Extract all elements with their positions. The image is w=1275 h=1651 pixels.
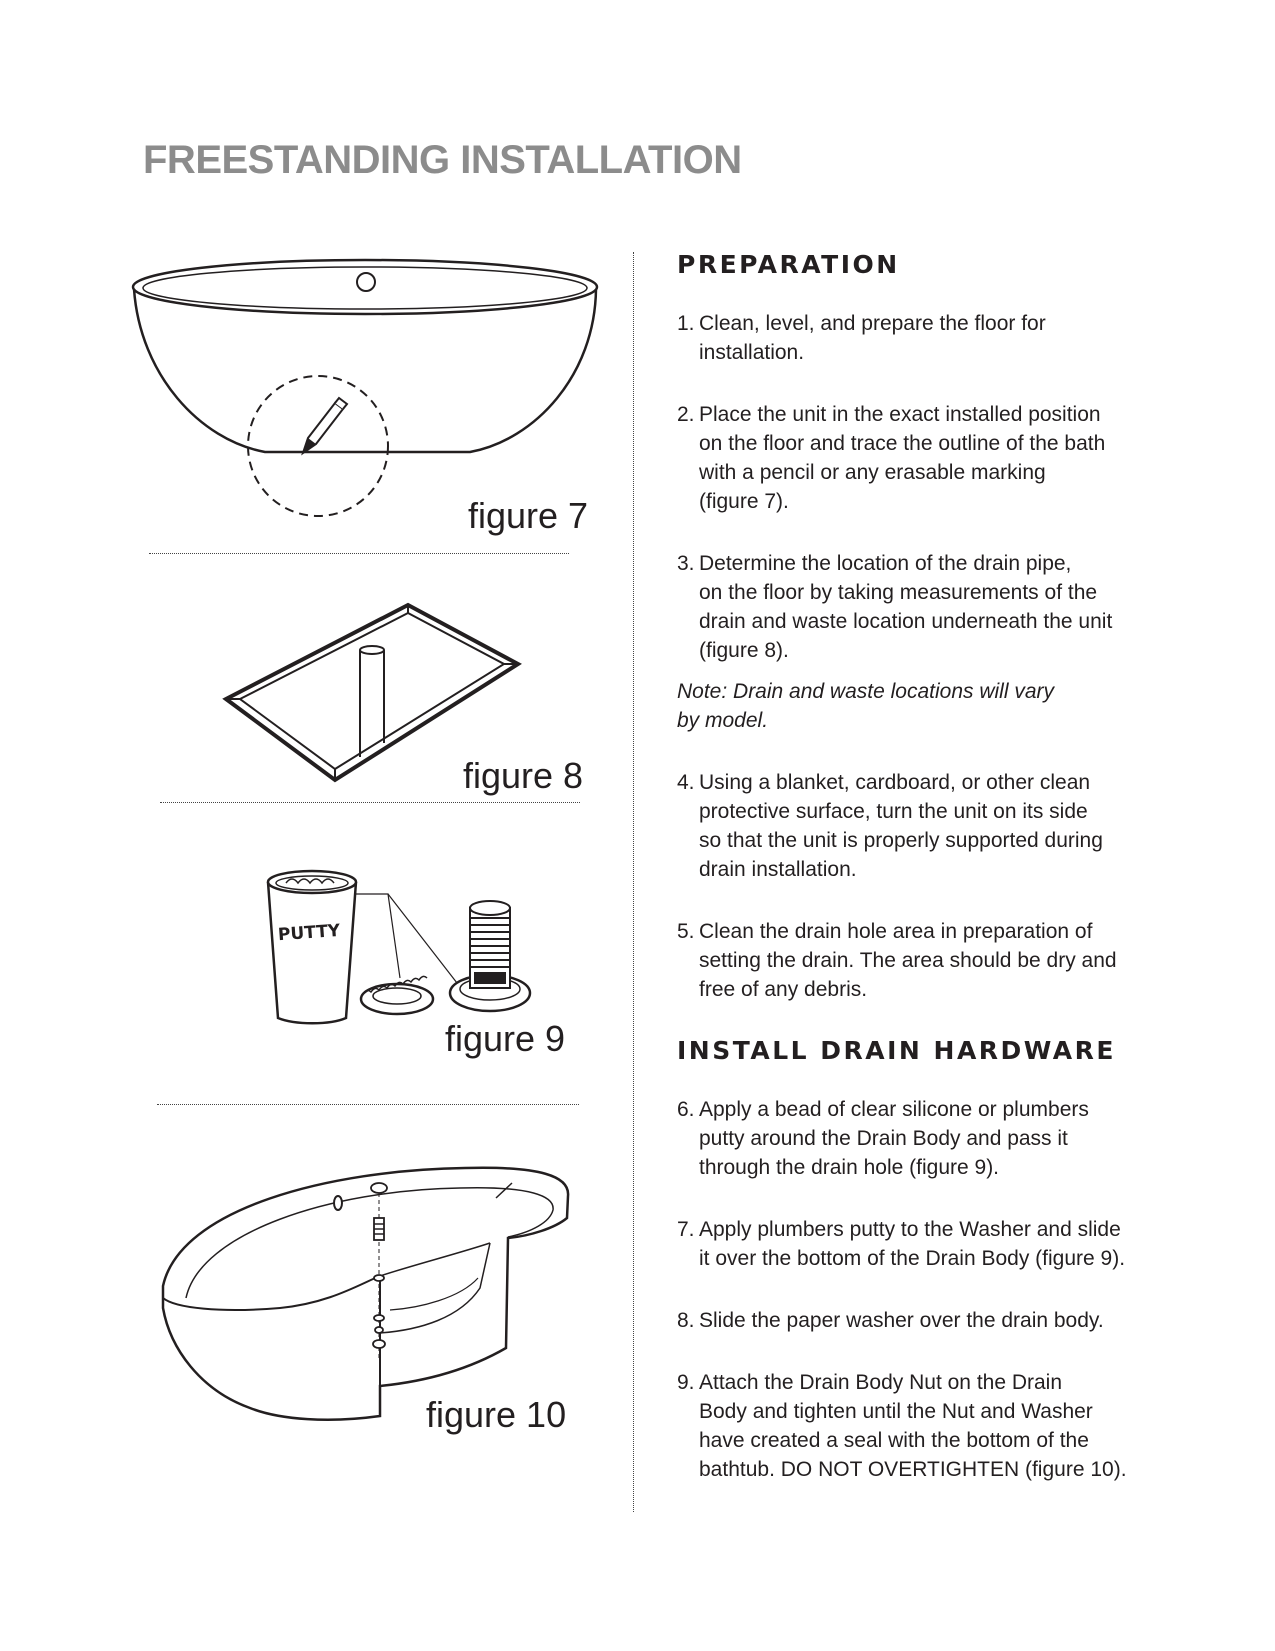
figure-10-caption: figure 10 <box>426 1394 567 1435</box>
figure-9 <box>260 868 600 1098</box>
step-number: 7. <box>677 1218 695 1241</box>
figure-8 <box>150 595 600 795</box>
step-text: Determine the location of the drain pipe, on the floor by taking measurements of the drain and waste location underneath the unit (figure 8). <box>699 552 1113 662</box>
step-1 <box>677 309 1157 367</box>
figure-separator <box>149 553 569 554</box>
pencil-icon <box>303 398 347 453</box>
washer-icon <box>361 976 433 1014</box>
putty-container-icon <box>268 871 356 1023</box>
step-number: 4. <box>677 771 695 794</box>
step-7 <box>677 1215 1157 1273</box>
figure-7 <box>130 255 600 536</box>
step-number: 5. <box>677 920 695 943</box>
step-5 <box>677 917 1157 1004</box>
step-8 <box>677 1306 1157 1335</box>
figure-7-caption: figure 7 <box>468 495 589 536</box>
drain-parts-illustration <box>260 868 600 1028</box>
preparation-heading: PREPARATION <box>677 250 900 279</box>
putty-label: PUTTY <box>277 920 341 946</box>
step-6 <box>677 1095 1157 1182</box>
bathtub-cutaway-illustration <box>160 1158 600 1428</box>
step-2 <box>677 400 1157 516</box>
step-text: Place the unit in the exact installed position on the floor and trace the outline of the bath with a pencil or any erasable marking (figure 7). <box>699 403 1106 513</box>
step-number: 9. <box>677 1371 695 1394</box>
step-number: 1. <box>677 312 695 335</box>
step-number: 6. <box>677 1098 695 1121</box>
note: Note: Drain and waste locations will vary by model. <box>677 680 1054 732</box>
step-number: 3. <box>677 552 695 575</box>
figure-separator <box>157 1104 579 1105</box>
figure-10 <box>160 1158 600 1498</box>
install-drain-heading: INSTALL DRAIN HARDWARE <box>677 1036 1116 1065</box>
step-number: 2. <box>677 403 695 426</box>
step-number: 8. <box>677 1309 695 1332</box>
step-text: Using a blanket, cardboard, or other clean protective surface, turn the unit on its side so that the unit is properly supported during drain installation. <box>699 771 1103 881</box>
step-text: Clean, level, and prepare the floor for installation. <box>699 312 1046 364</box>
figure-8-caption: figure 8 <box>463 755 584 796</box>
step-9 <box>677 1368 1157 1484</box>
step-text: Slide the paper washer over the drain body. <box>699 1309 1104 1332</box>
step-text: Clean the drain hole area in preparation of setting the drain. The area should be dry and free of any debris. <box>699 920 1117 1001</box>
column-divider <box>633 252 634 1512</box>
step-text: Apply plumbers putty to the Washer and slide it over the bottom of the Drain Body (figure 9). <box>699 1218 1126 1270</box>
step-4 <box>677 768 1157 884</box>
figure-separator <box>160 802 580 803</box>
figure-9-caption: figure 9 <box>445 1018 566 1059</box>
bathtub-outline-illustration <box>130 255 600 530</box>
drain-body-icon <box>450 901 530 1011</box>
step-3 <box>677 549 1157 665</box>
step-text: Attach the Drain Body Nut on the Drain Body and tighten until the Nut and Washer have created a seal with the bottom of the bathtub. DO NOT OVERTIGHTEN (figure 10). <box>699 1371 1127 1481</box>
instructions-column <box>677 250 1157 1484</box>
page-title: FREESTANDING INSTALLATION <box>143 138 742 182</box>
step-text: Apply a bead of clear silicone or plumbers putty around the Drain Body and pass it through the drain hole (figure 9). <box>699 1098 1089 1179</box>
